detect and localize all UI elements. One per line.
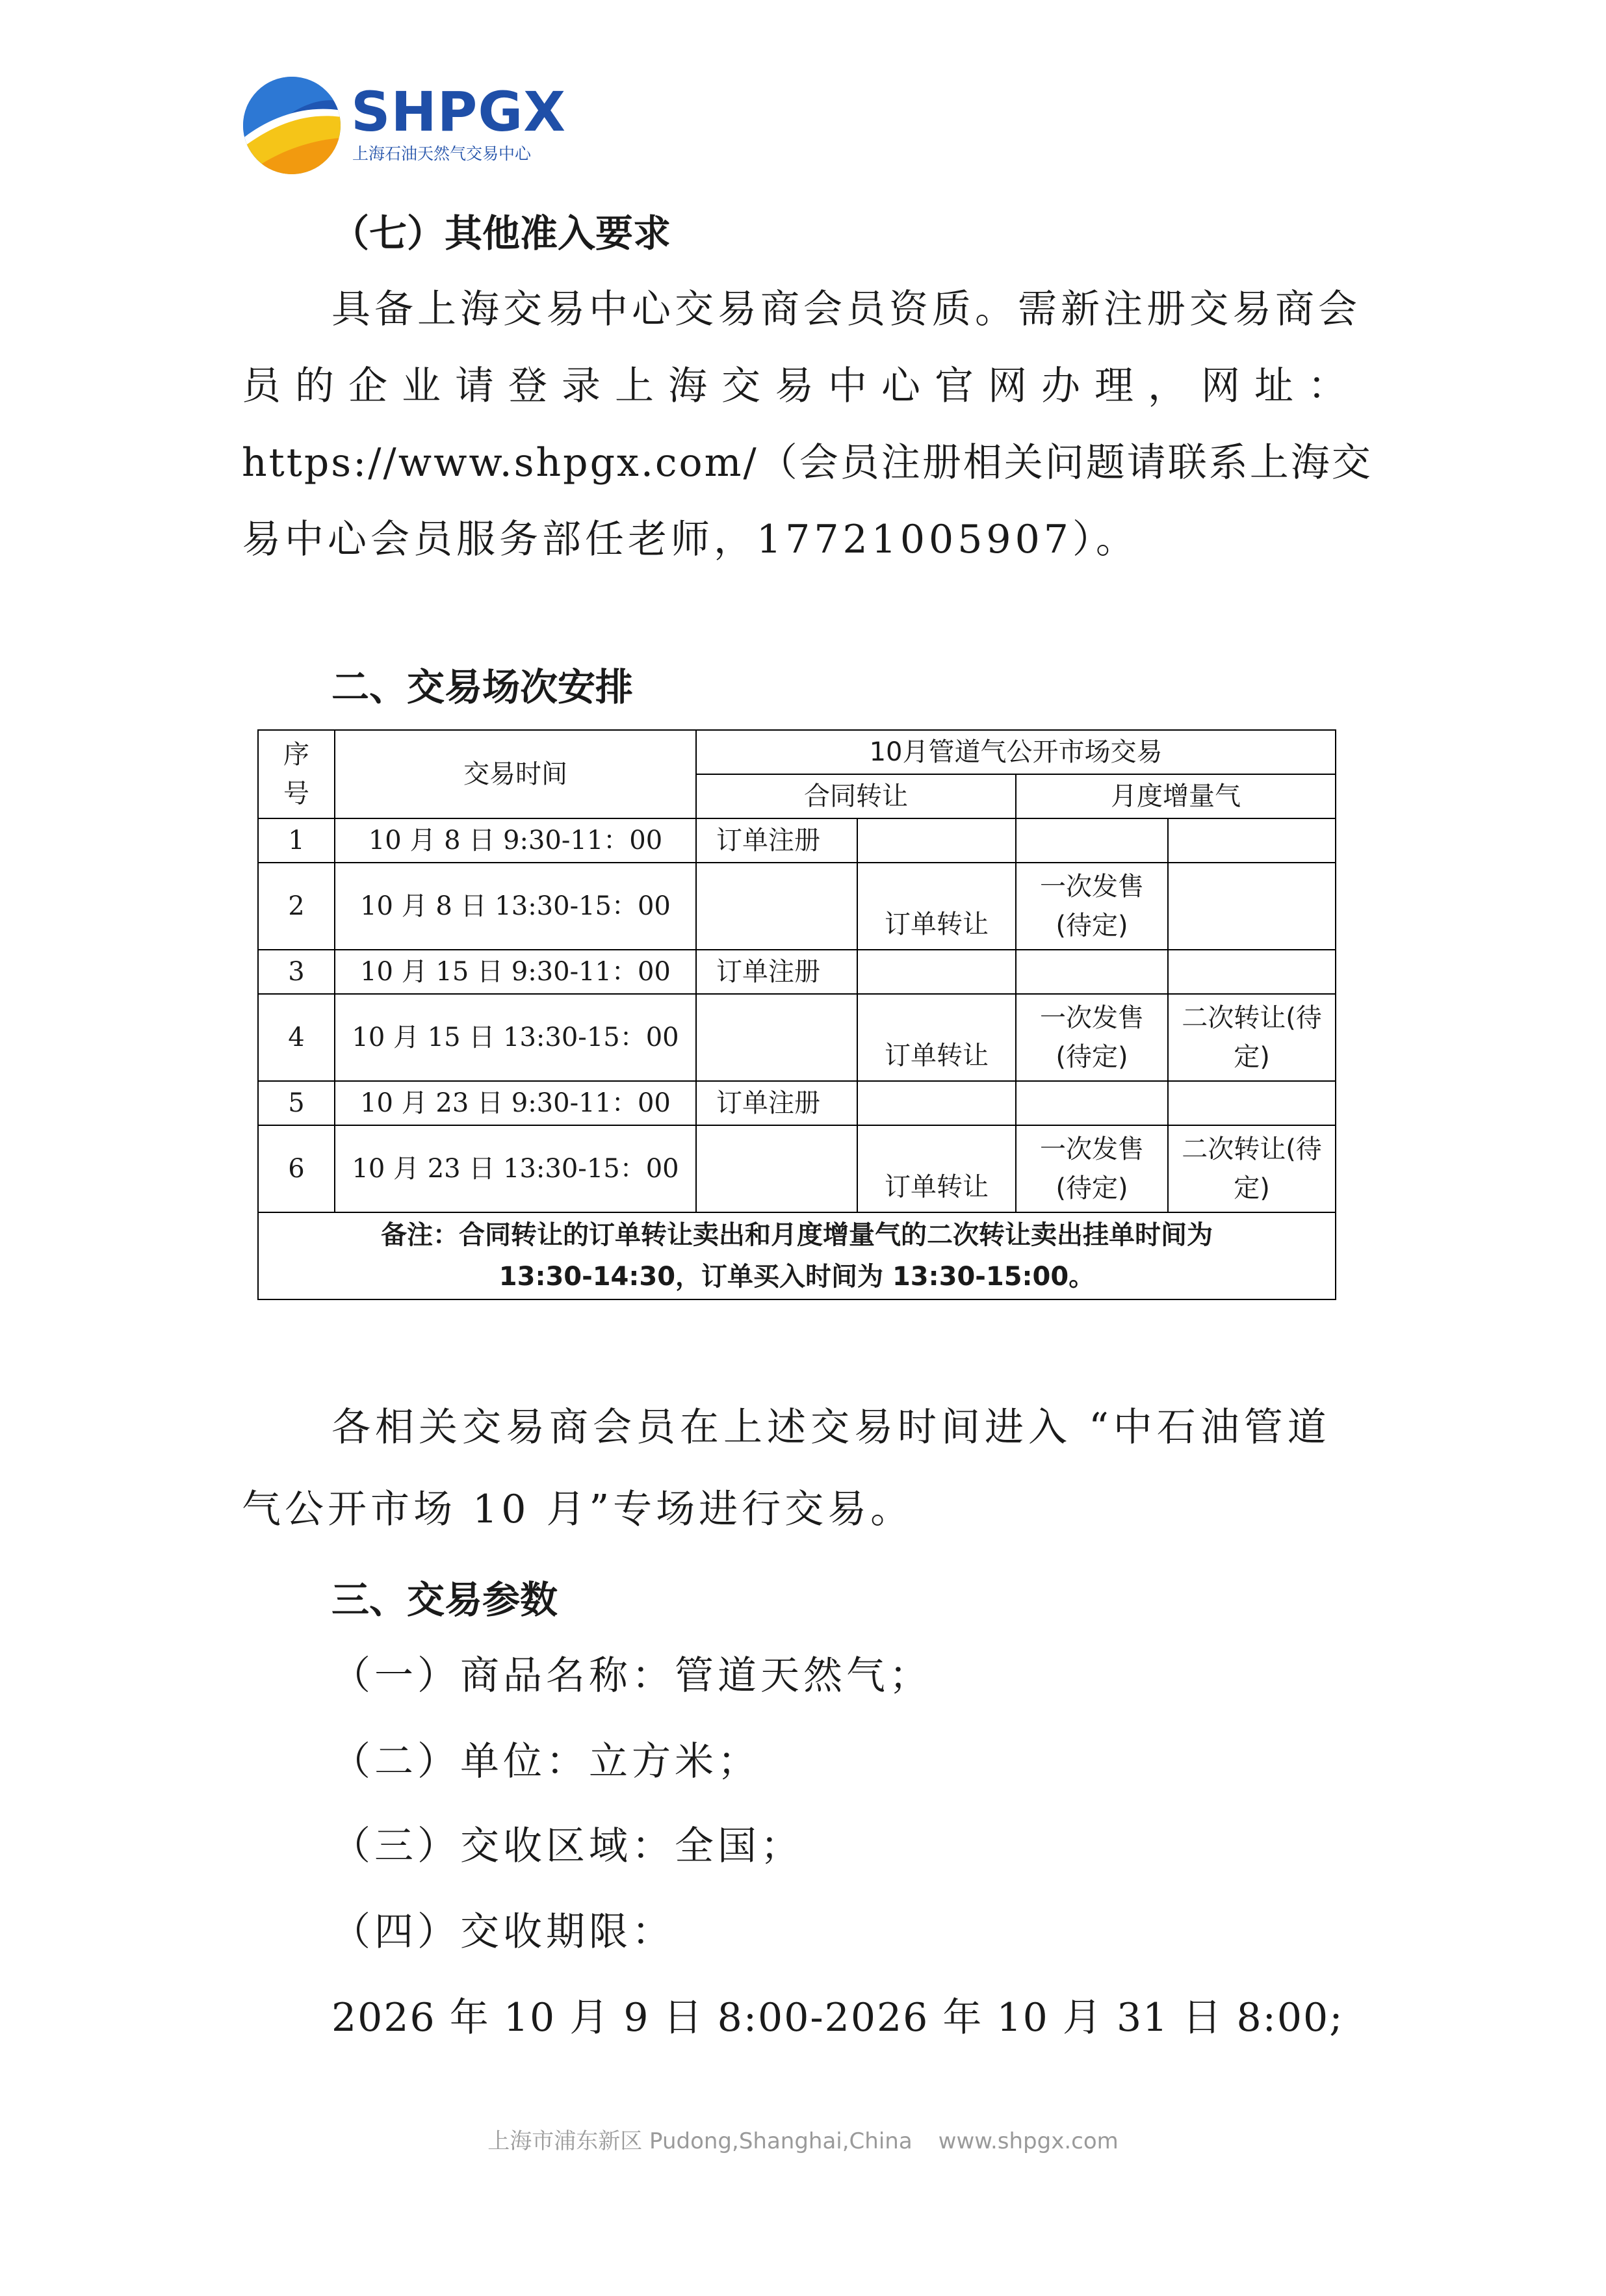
cell-seq: 2: [258, 863, 335, 950]
cell-monthly-2: [1168, 950, 1336, 994]
cell-monthly-1: 一次发售(待定): [1016, 994, 1168, 1081]
table-row: [258, 994, 1336, 1081]
para-char: 交: [721, 363, 760, 409]
cell-contract-1: [696, 1125, 857, 1212]
para-char: 理: [1094, 363, 1133, 409]
cell-monthly-1: [1016, 818, 1168, 863]
cell-seq: 3: [258, 950, 335, 994]
para-char: 办: [1041, 363, 1080, 409]
param-item: （二）单位：立方米；: [331, 1739, 760, 1784]
cell-contract-2: [857, 1081, 1016, 1125]
table-row: [258, 1081, 1336, 1125]
table-note-line-2: 13:30-14:30，订单买入时间为 13:30-15:00。: [499, 1262, 1095, 1292]
delivery-period: 2026 年 10 月 9 日 8:00-2026 年 10 月 31 日 8:00;: [331, 1995, 1344, 2041]
cell-monthly-2: [1168, 863, 1336, 950]
cell-seq: 4: [258, 994, 335, 1081]
header-seq: 序号: [258, 730, 335, 818]
cell-seq: 6: [258, 1125, 335, 1212]
page-footer: [0, 2123, 1606, 2155]
cell-monthly-2: 二次转让(待定): [1168, 994, 1336, 1081]
cell-seq: 5: [258, 1081, 335, 1125]
footer-address: 上海市浦东新区 Pudong,Shanghai,China: [487, 2128, 913, 2154]
cell-contract-2: 订单转让: [857, 1125, 1016, 1212]
cell-monthly-1: 一次发售(待定): [1016, 863, 1168, 950]
para-char: ，: [1148, 363, 1187, 409]
cell-seq: 1: [258, 818, 335, 863]
cell-monthly-1: [1016, 1081, 1168, 1125]
section-3-heading: 三、交易参数: [331, 1578, 558, 1622]
para-char: 中: [828, 363, 867, 409]
table-row: [258, 1125, 1336, 1212]
section-7-para-line-1: 具备上海交易中心交易商会员资质。需新注册交易商会: [331, 287, 1361, 332]
para-char: 员: [242, 363, 281, 409]
schedule-table: [257, 729, 1336, 1300]
para-char: 易: [775, 363, 814, 409]
globe-logo-icon: [242, 75, 342, 176]
cell-monthly-1: 一次发售(待定): [1016, 1125, 1168, 1212]
logo-wordmark: SHPGX: [351, 80, 567, 144]
cell-time: 10 月 8 日 13:30-15：00: [335, 863, 696, 950]
logo-subtitle: 上海石油天然气交易中心: [352, 144, 532, 163]
param-item: （一）商品名称：管道天然气；: [331, 1653, 932, 1699]
para-char: 企: [348, 363, 387, 409]
header-market: 10月管道气公开市场交易: [696, 730, 1336, 774]
table-note-row: [258, 1212, 1336, 1299]
para-char: 址: [1254, 363, 1293, 409]
section-7-para-line-4: 易中心会员服务部任老师，17721005907）。: [242, 517, 1139, 562]
para-char: ：: [1308, 363, 1347, 409]
param-item: （三）交收区域：全国；: [331, 1823, 803, 1869]
table-header-row: [258, 730, 1336, 774]
para-char: 官: [935, 363, 974, 409]
table-note: [258, 1212, 1336, 1299]
param-item: （四）交收期限：: [331, 1909, 675, 1955]
cell-monthly-2: [1168, 1081, 1336, 1125]
para-char: 请: [455, 363, 494, 409]
cell-time: 10 月 8 日 9:30-11：00: [335, 818, 696, 863]
header-time: 交易时间: [335, 730, 696, 818]
cell-contract-2: [857, 950, 1016, 994]
header-contract: 合同转让: [696, 774, 1016, 818]
after-table-line-2: 气公开市场 10 月”专场进行交易。: [242, 1487, 914, 1532]
header-monthly: 月度增量气: [1016, 774, 1336, 818]
table-note-line-1: 备注：合同转让的订单转让卖出和月度增量气的二次转让卖出挂单时间为: [381, 1220, 1213, 1250]
para-char: 上: [615, 363, 654, 409]
para-char: 的: [295, 363, 334, 409]
section-7-para-line-3: https://www.shpgx.com/（会员注册相关问题请联系上海交: [242, 440, 1373, 486]
cell-contract-1: 订单注册: [696, 818, 857, 863]
para-char: 网: [1201, 363, 1240, 409]
cell-contract-2: 订单转让: [857, 994, 1016, 1081]
cell-contract-1: [696, 863, 857, 950]
section-7-heading: （七）其他准入要求: [331, 211, 671, 255]
cell-monthly-2: 二次转让(待定): [1168, 1125, 1336, 1212]
cell-monthly-2: [1168, 818, 1336, 863]
cell-time: 10 月 15 日 13:30-15：00: [335, 994, 696, 1081]
table-row: [258, 950, 1336, 994]
para-char: 录: [562, 363, 601, 409]
para-char: 业: [402, 363, 441, 409]
after-table-line-1: 各相关交易商会员在上述交易时间进入 “中石油管道: [331, 1405, 1331, 1450]
cell-contract-1: 订单注册: [696, 1081, 857, 1125]
footer-website: www.shpgx.com: [938, 2128, 1119, 2154]
para-char: 心: [881, 363, 920, 409]
cell-contract-2: 订单转让: [857, 863, 1016, 950]
cell-time: 10 月 23 日 13:30-15：00: [335, 1125, 696, 1212]
table-row: [258, 818, 1336, 863]
shpgx-logo: [242, 75, 567, 176]
cell-time: 10 月 15 日 9:30-11：00: [335, 950, 696, 994]
cell-time: 10 月 23 日 9:30-11：00: [335, 1081, 696, 1125]
section-2-heading: 二、交易场次安排: [331, 665, 634, 709]
section-7-para-line-2: [242, 363, 1347, 409]
para-char: 网: [988, 363, 1027, 409]
cell-contract-2: [857, 818, 1016, 863]
table-row: [258, 863, 1336, 950]
cell-contract-1: [696, 994, 857, 1081]
cell-monthly-1: [1016, 950, 1168, 994]
para-char: 登: [508, 363, 547, 409]
para-char: 海: [668, 363, 707, 409]
cell-contract-1: 订单注册: [696, 950, 857, 994]
